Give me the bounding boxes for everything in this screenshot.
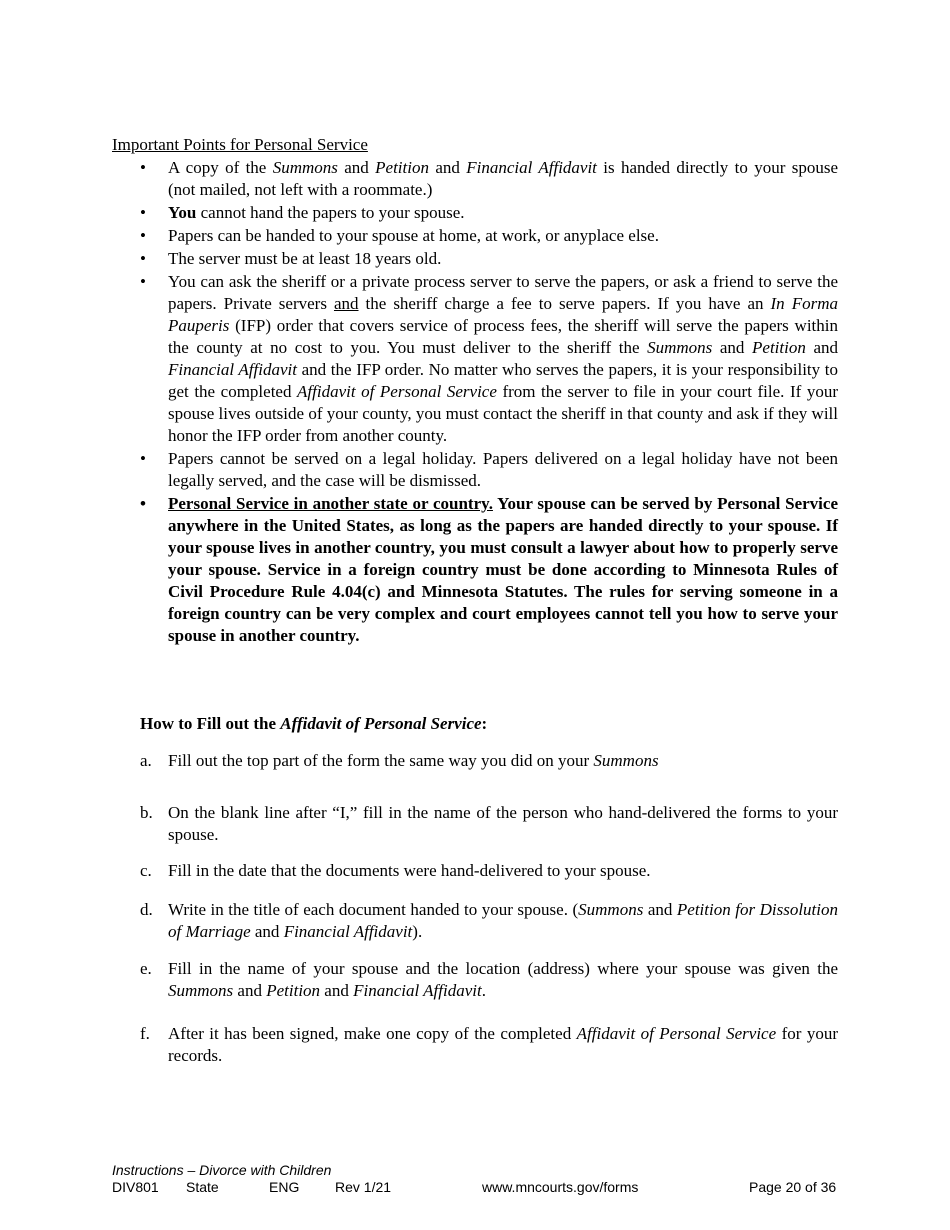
bullet-list	[140, 157, 838, 648]
bullet-icon: •	[140, 203, 146, 222]
bullet-icon: •	[140, 226, 146, 245]
bullet-icon: •	[140, 272, 146, 291]
footer-doc-title: Instructions – Divorce with Children	[112, 1162, 332, 1178]
list-item: • You cannot hand the papers to your spouse.	[140, 203, 465, 222]
list-item: • Papers cannot be served on a legal holiday. Papers delivered on a legal holiday have not been legally served, and the case will be dismissed.	[140, 449, 838, 490]
footer-revision: Rev 1/21	[335, 1179, 392, 1195]
bullet-icon: •	[140, 249, 146, 268]
bullet-icon: •	[140, 494, 146, 513]
bullet-icon: •	[140, 449, 146, 468]
section-title: Important Points for Personal Service	[112, 135, 368, 154]
footer-url[interactable]: www.mncourts.gov/forms	[482, 1179, 639, 1195]
document-page: Important Points for Personal Service • A copy of the Summons and Petition and Financial Affidavit is handed directly to your spouse (not mailed, not left with a roommate.) • You cannot hand the papers to your spouse. • Papers can be handed to your spouse at home, at work, or anyplace else. • The server must be at least 18 years old. • You can ask the sheriff or a private process server to serve the papers, or ask a friend to serve the papers. Private servers and the sheriff charge a fee to serve papers. If you have an In Forma Pauperis (IFP) order that covers service of process fees, the sheriff will serve the papers within the county at no cost to you. You must deliver to the sheriff the Summons and Petition and Financial Affidavit and the IFP order. No matter who serves the papers, it is your responsibility to get the completed Affidavit of Personal Service from the server to file in your court file. If your spouse lives outside of your county, you must contact the sheriff in that county and ask if they will honor the IFP order from another county. • Papers cannot be served on a legal holiday. Papers delivered on a legal holiday have not been legally served, and the case will be dismissed. • Personal Service in another state or country. Your spouse can be served by Personal Service anywhere in the United States, as long as the papers are handed directly to your spouse. If your spouse lives in another country, you must consult a lawyer about how to properly serve your spouse. Service in a foreign country must be done according to Minnesota Rules of Civil Procedure Rule 4.04(c) and Minnesota Statutes. The rules for serving someone in a foreign country can be very complex and court employees cannot tell you how to serve your spouse in another country. How to Fill out the Affidavit of Personal Service: a. Fill out the top part of the form the same way you did on your Summons b. On the blank line after “I,” fill in the name of the person who hand-delivered the forms to your spouse. c. Fill in the date that the documents were hand-delivered to your spouse. d. Write in the title of each document handed to your spouse. (Summons and Petition for Dissolution of Marriage and Financial Affidavit). e. Fill in the name of your spouse and the location (address) where your spouse was given the Summons and Petition and Financial Affidavit. f. After it has been signed, make one copy of the completed Affidavit of Personal Service for your records. Instructions – Divorce with Children DIV801 State ENG Rev 1/21 www.mncourts.gov/forms Page 20 of 36	[112, 135, 839, 1195]
list-item: • Personal Service in another state or country. Your spouse can be served by Personal Service anywhere in the United States, as long as the papers are handed directly to your spouse. If your spouse lives in another country, you must consult a lawyer about how to properly serve your spouse. Service in a foreign country must be done according to Minnesota Rules of Civil Procedure Rule 4.04(c) and Minnesota Statutes. The rules for serving someone in a foreign country can be very complex and court employees cannot tell you how to serve your spouse in another country.	[140, 494, 838, 645]
list-item: • You can ask the sheriff or a private process server to serve the papers, or ask a friend to serve the papers. Private servers and the sheriff charge a fee to serve papers. If you have an In Forma Pauperis (IFP) order that covers service of process fees, the sheriff will serve the papers within the county at no cost to you. You must deliver to the sheriff the Summons and Petition and Financial Affidavit and the IFP order. No matter who serves the papers, it is your responsibility to get the completed Affidavit of Personal Service from the server to file in your court file. If your spouse lives outside of your county, you must contact the sheriff in that county and ask if they will honor the IFP order from another county.	[140, 272, 838, 445]
page-footer	[112, 1162, 838, 1196]
footer-form-id: DIV801	[112, 1179, 159, 1195]
footer-page-number: Page 20 of 36	[749, 1179, 837, 1195]
footer-language: ENG	[269, 1179, 300, 1195]
list-item: • A copy of the Summons and Petition and Financial Affidavit is handed directly to your spouse (not mailed, not left with a roommate.)	[140, 158, 839, 199]
bullet-icon: •	[140, 158, 146, 177]
footer-jurisdiction: State	[186, 1179, 219, 1195]
list-item: • The server must be at least 18 years old.	[140, 249, 442, 268]
howto-heading: How to Fill out the Affidavit of Personal Service:	[140, 714, 488, 733]
list-item: • Papers can be handed to your spouse at home, at work, or anyplace else.	[140, 226, 659, 245]
